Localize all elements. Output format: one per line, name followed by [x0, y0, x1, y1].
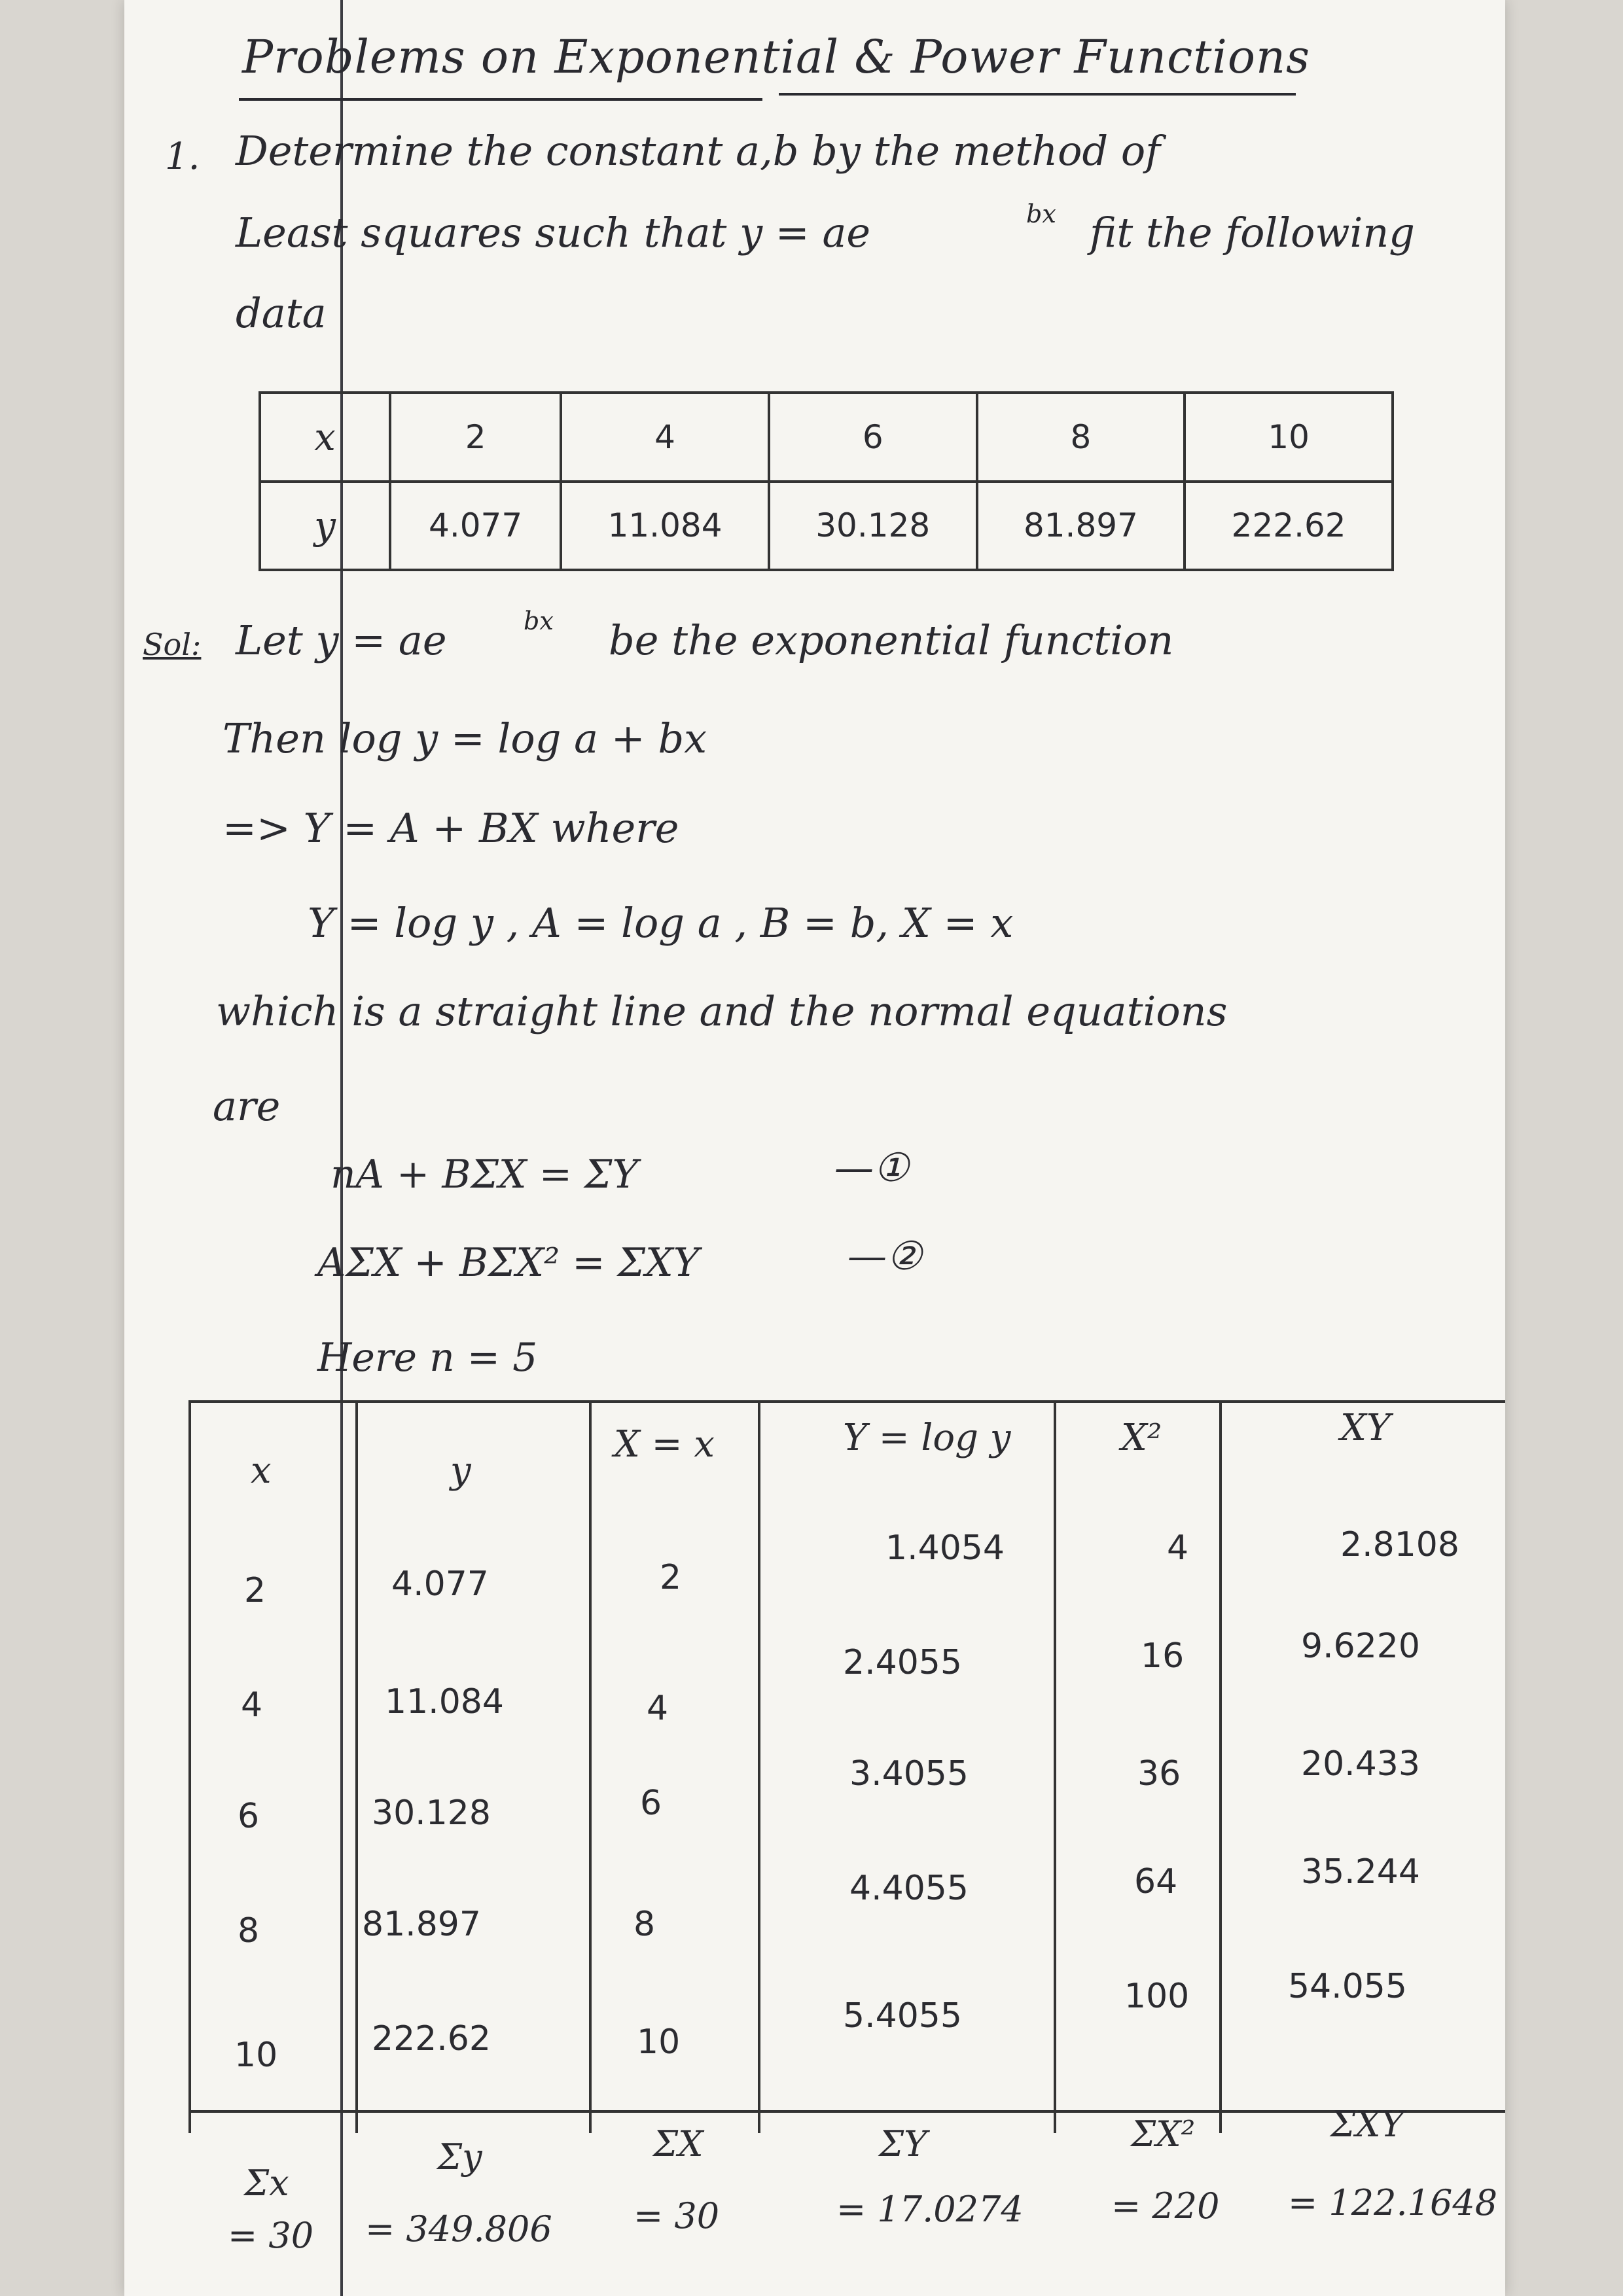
normal-equation-2: AΣX + BΣX² = ΣXY: [317, 1240, 700, 1286]
table-rule-top: [188, 1400, 1505, 1403]
table-cell: 8: [238, 1911, 260, 1951]
table-cell: 4.077: [391, 1564, 489, 1604]
col-header-x: x: [251, 1449, 272, 1492]
table-cell: 10: [637, 2022, 681, 2062]
table-cell: 3.4055: [849, 1754, 969, 1793]
table-rule-bottom: [188, 2110, 1505, 2113]
solution-line-1-suffix: be the exponential function: [609, 616, 1174, 664]
table-cell: 20.433: [1301, 1744, 1420, 1784]
notebook-page: [124, 0, 1505, 2296]
title-underline-2: [779, 93, 1296, 96]
table-cell: 6: [238, 1797, 260, 1836]
sum-label: ΣY: [879, 2123, 927, 2164]
sample-size: Here n = 5: [317, 1335, 538, 1381]
table-cell: 64: [1134, 1862, 1178, 1901]
solution-line-2: Then log y = log a + bx: [223, 715, 707, 762]
sum-value: = 17.0274: [836, 2189, 1024, 2230]
normal-equation-1: nA + BΣX = ΣY: [330, 1152, 639, 1197]
table-col-divider: [355, 1400, 358, 2133]
table-cell: 30.128: [372, 1793, 491, 1833]
question-line-2-exponent: bx: [1026, 200, 1056, 228]
table-cell: 16: [1141, 1636, 1185, 1676]
table-cell: 4.4055: [849, 1869, 969, 1908]
data-table-cell: 4.077: [390, 482, 561, 571]
data-table-cell: 6: [769, 393, 977, 482]
data-table-cell: 4: [561, 393, 769, 482]
table-col-divider: [758, 1400, 760, 2133]
table-cell: 2.8108: [1340, 1525, 1459, 1564]
sum-value: = 30: [228, 2215, 314, 2256]
table-rule-left: [188, 1400, 191, 2133]
table-cell: 5.4055: [843, 1996, 962, 2036]
solution-line-1-prefix: Let y = ae: [236, 616, 447, 664]
sum-label: Σy: [437, 2136, 482, 2178]
question-line-2-suffix: fit the following: [1090, 209, 1415, 256]
data-table-cell: 81.897: [977, 482, 1185, 571]
question-line-1: Determine the constant a,b by the method of: [236, 127, 1161, 175]
table-cell: 2: [244, 1571, 266, 1610]
table-cell: 2: [660, 1558, 682, 1597]
normal-equation-2-tag: —②: [847, 1233, 922, 1279]
sum-label: Σx: [244, 2163, 289, 2204]
table-cell: 6: [640, 1784, 662, 1823]
table-cell: 11.084: [385, 1682, 504, 1722]
table-cell: 36: [1137, 1754, 1181, 1793]
question-line-3: data: [236, 289, 327, 337]
col-header-X: X = x: [614, 1423, 715, 1466]
data-table-cell: 222.62: [1185, 482, 1393, 571]
sum-label: ΣXY: [1330, 2104, 1404, 2145]
sum-value: = 122.1648: [1288, 2182, 1498, 2223]
table-cell: 9.6220: [1301, 1627, 1420, 1666]
data-table-cell: 11.084: [561, 482, 769, 571]
table-cell: 35.244: [1301, 1852, 1420, 1892]
sum-value: = 30: [633, 2195, 720, 2236]
solution-line-5: which is a straight line and the normal equations: [216, 987, 1228, 1035]
table-col-divider: [1219, 1400, 1222, 2133]
sum-label: ΣX: [653, 2123, 704, 2164]
question-number: 1.: [165, 135, 200, 178]
table-cell: 54.055: [1288, 1967, 1407, 2006]
col-header-XY: XY: [1340, 1407, 1391, 1449]
solution-line-3: => Y = A + BX where: [223, 804, 679, 852]
table-cell: 81.897: [362, 1905, 481, 1944]
solution-line-4: Y = log y , A = log a , B = b, X = x: [308, 899, 1014, 947]
table-cell: 2.4055: [843, 1643, 962, 1682]
data-table-cell: 2: [390, 393, 561, 482]
table-cell: 8: [633, 1905, 656, 1944]
table-col-divider: [1054, 1400, 1056, 2133]
sum-value: = 349.806: [365, 2208, 552, 2250]
data-table: [259, 391, 1394, 571]
table-cell: 4: [1167, 1528, 1189, 1568]
data-table-row-x: [260, 393, 1393, 482]
page-title: Problems on Exponential & Power Functions: [242, 30, 1310, 84]
title-underline: [239, 98, 762, 101]
normal-equation-1-tag: —①: [834, 1145, 909, 1191]
sum-value: = 220: [1111, 2185, 1220, 2227]
question-line-2-prefix: Least squares such that y = ae: [236, 209, 871, 256]
table-cell: 10: [234, 2036, 278, 2075]
table-cell: 4: [647, 1689, 669, 1728]
data-table-cell: 30.128: [769, 482, 977, 571]
data-table-label-y: y: [260, 482, 390, 571]
table-col-divider: [589, 1400, 592, 2133]
data-table-cell: 8: [977, 393, 1185, 482]
col-header-y: y: [450, 1449, 471, 1492]
data-table-label-x: x: [260, 393, 390, 482]
solution-line-6: are: [213, 1082, 281, 1130]
col-header-X2: X²: [1121, 1417, 1162, 1459]
table-cell: 1.4054: [885, 1528, 1005, 1568]
computation-table: [188, 1400, 1505, 2256]
table-cell: 100: [1124, 1977, 1190, 2016]
col-header-Y: Y = log y: [843, 1417, 1011, 1459]
data-table-row-y: [260, 482, 1393, 571]
sum-label: ΣX²: [1131, 2113, 1196, 2155]
solution-label: Sol:: [143, 627, 202, 662]
table-cell: 222.62: [372, 2019, 491, 2058]
table-cell: 4: [241, 1686, 263, 1725]
solution-line-1-exponent: bx: [524, 607, 554, 635]
data-table-cell: 10: [1185, 393, 1393, 482]
